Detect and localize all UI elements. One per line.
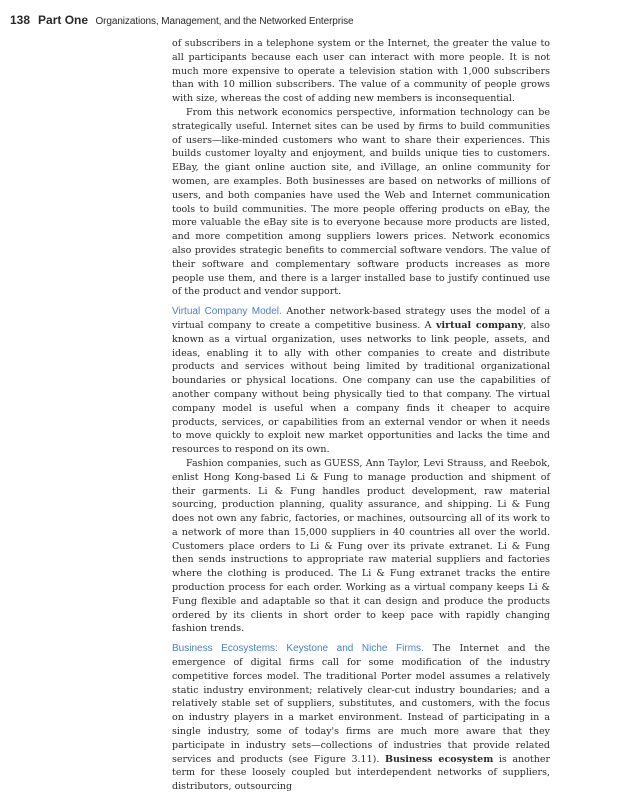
paragraph-fashion: Fashion companies, such as GUESS, Ann Taylor, Levi Strauss, and Reebok, enlist Hong Kong-based Li & Fung to manage production and shipment of their garments. Li & Fung handles product development, raw material sourcing, production planning, quality assurance, and shipping. Li & Fung does not own any fabric, factories, or machines, outsourcing all of its work to a network of more than 15,000 suppliers in 40 countries all over the world. Customers place orders to Li & Fung over its private extranet. Li & Fung then sends instructions to appropriate raw material suppliers and factories where the clothing is produced. The Li & Fung extranet tracks the entire production process for each order. Working as a virtual company keeps Li & Fung flexible and adaptable so that it can design and produce the products ordered by its clients in short order to keep pace with rapidly changing fashion trends. bbox=[172, 457, 550, 635]
key-term-business-ecosystem: Business ecosystem bbox=[384, 753, 494, 765]
section-heading-virtual-company: Virtual Company Model. bbox=[172, 306, 282, 318]
part-label: Part One bbox=[38, 13, 89, 27]
paragraph-2: From this network economics perspective, information technology can be strategically useful. Internet sites can be used by firms to build communities of users—like-minded customers who want to share their experiences. This builds customer loyalty and enjoyment, and builds unique ties to customers. EBay, the giant online auction site, and iVillage, an online community for women, are examples. Both businesses are based on networks of millions of users, and both companies have used the Web and Internet communication tools to build communities. The more people offering products on eBay, the more valuable the eBay site is to everyone because more products are listed, and more competition among suppliers lowers prices. Network economics also provides strategic benefits to commercial software vendors. The value of their software and complementary software products increases as more people use them, and there is a larger installed base to justify continued use of the product and vendor support. bbox=[172, 106, 550, 298]
paragraph-virtual-company bbox=[172, 305, 550, 457]
page-number: 138 bbox=[10, 13, 31, 27]
paragraph-business-ecosystems bbox=[172, 642, 550, 794]
paragraph-text: The Internet and the emergence of digital firms call for some modification of the industry competitive forces model. The traditional Porter model assumes a relatively static industry environment; relatively clear-cut industry boundaries; and a relatively stable set of suppliers, substitutes, and customers, with the focus on industry players in a market environment. Instead of participating in a single industry, some of today's firms are much more aware that they participate in industry sets—collections of industries that provide related services and products (see Figure 3.11). bbox=[172, 643, 550, 765]
section-heading-business-ecosystems: Business Ecosystems: Keystone and Niche Firms. bbox=[172, 643, 424, 655]
running-header bbox=[10, 11, 353, 29]
key-term-virtual-company: virtual company bbox=[435, 319, 524, 331]
part-title: Organizations, Management, and the Networked Enterprise bbox=[95, 16, 354, 27]
paragraph-text: , also known as a virtual organization, uses networks to link people, assets, and ideas, enabling it to ally with other companies to create and distribute products and services without being limited by traditional organizational boundaries or physical locations. One company can use the capabilities of another company without being physically tied to that company. The virtual company model is useful when a company finds it cheaper to acquire products, services, or capabilities from an external vendor or when it needs to move quickly to exploit new market opportunities and lacks the time and resources to respond on its own. bbox=[172, 319, 551, 456]
body-text bbox=[172, 37, 550, 794]
paragraph-text: is another term for these loosely coupled but interdependent networks of suppliers, distributors, outsourcing bbox=[172, 753, 550, 793]
paragraph-1: of subscribers in a telephone system or the Internet, the greater the value to all participants because each user can interact with more people. It is not much more expensive to operate a television station with 1,000 subscribers than with 10 million subscribers. The value of a community of people grows with size, whereas the cost of adding new members is inconsequential. bbox=[172, 38, 550, 105]
paragraph-text: Another network-based strategy uses the model of a virtual company to create a competitive business. A bbox=[172, 306, 550, 331]
